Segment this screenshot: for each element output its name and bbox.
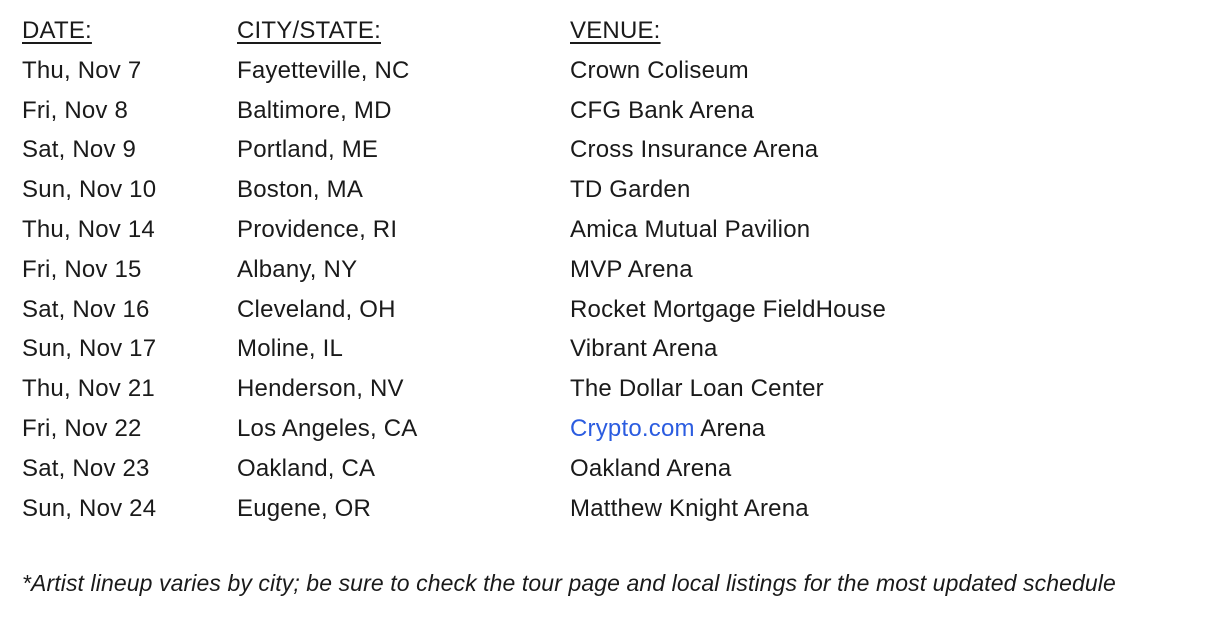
city-cell: Henderson, NV — [237, 375, 404, 403]
schedule-row — [22, 329, 1218, 369]
schedule-row — [22, 290, 1218, 330]
date-cell: Fri, Nov 15 — [22, 255, 142, 283]
venue-cell: MVP Arena — [570, 255, 693, 283]
city-cell: Cleveland, OH — [237, 295, 396, 323]
venue-cell: TD Garden — [570, 176, 691, 204]
date-cell: Sat, Nov 23 — [22, 454, 150, 482]
venue-cell: The Dollar Loan Center — [570, 375, 824, 403]
venue-cell: Amica Mutual Pavilion — [570, 215, 811, 243]
tour-schedule-table — [22, 11, 1218, 528]
date-cell: Sat, Nov 9 — [22, 136, 137, 164]
city-cell: Oakland, CA — [237, 454, 376, 482]
city-cell: Baltimore, MD — [237, 96, 392, 124]
date-cell: Sun, Nov 17 — [22, 335, 157, 363]
schedule-row — [22, 449, 1218, 489]
date-cell: Sun, Nov 24 — [22, 494, 157, 522]
venue-cell: Oakland Arena — [570, 454, 732, 482]
city-cell: Albany, NY — [237, 255, 358, 283]
venue-cell: Rocket Mortgage FieldHouse — [570, 295, 887, 323]
date-cell: Sun, Nov 10 — [22, 176, 157, 204]
date-cell: Thu, Nov 14 — [22, 215, 155, 243]
schedule-row — [22, 369, 1218, 409]
schedule-row — [22, 91, 1218, 131]
crypto-com-link[interactable]: Crypto.com — [570, 414, 695, 442]
date-cell: Thu, Nov 7 — [22, 56, 142, 84]
venue-cell: Matthew Knight Arena — [570, 494, 809, 522]
header-row — [22, 11, 1218, 51]
date-cell: Sat, Nov 16 — [22, 295, 150, 323]
date-cell: Fri, Nov 8 — [22, 96, 129, 124]
schedule-row — [22, 250, 1218, 290]
date-column-header: DATE: — [22, 17, 92, 44]
city-cell: Fayetteville, NC — [237, 56, 410, 84]
venue-cell — [570, 409, 1218, 449]
venue-cell-text: Arena — [694, 414, 766, 442]
city-cell: Eugene, OR — [237, 494, 372, 522]
city-cell: Boston, MA — [237, 176, 364, 204]
city-cell: Providence, RI — [237, 215, 398, 243]
schedule-row — [22, 210, 1218, 250]
city-cell: Portland, ME — [237, 136, 379, 164]
venue-cell: Crown Coliseum — [570, 56, 749, 84]
schedule-row — [22, 170, 1218, 210]
lineup-disclaimer-footnote: *Artist lineup varies by city; be sure to check the tour page and local listings for the most updated schedule — [22, 570, 1116, 597]
venue-column-header: VENUE: — [570, 17, 661, 44]
schedule-row — [22, 409, 1218, 449]
venue-cell: CFG Bank Arena — [570, 96, 755, 124]
schedule-row — [22, 51, 1218, 91]
date-cell: Fri, Nov 22 — [22, 414, 142, 442]
city-cell: Los Angeles, CA — [237, 414, 418, 442]
schedule-row — [22, 489, 1218, 529]
schedule-row — [22, 130, 1218, 170]
date-cell: Thu, Nov 21 — [22, 375, 155, 403]
venue-cell: Vibrant Arena — [570, 335, 718, 363]
venue-cell: Cross Insurance Arena — [570, 136, 819, 164]
city-column-header: CITY/STATE: — [237, 17, 381, 44]
city-cell: Moline, IL — [237, 335, 344, 363]
